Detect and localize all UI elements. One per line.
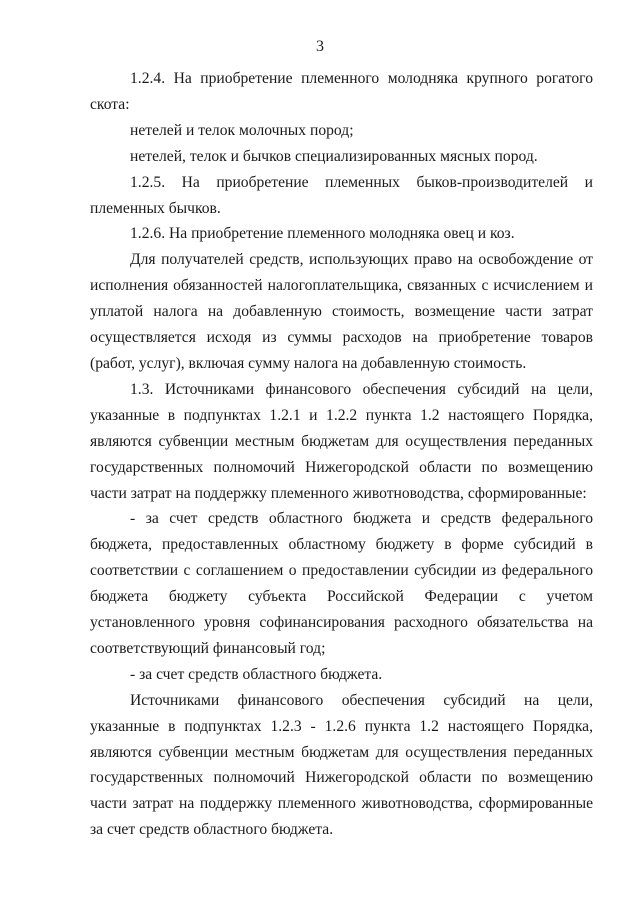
paragraph-1-2-6: 1.2.6. На приобретение племенного молодняка овец и коз. <box>130 225 515 243</box>
document-body <box>90 66 593 843</box>
paragraph-1-2-5: 1.2.5. На приобретение племенных быков-производителей и племенных бычков. <box>90 173 593 217</box>
page-number: 3 <box>316 38 324 55</box>
paragraph-regional-funds: - за счет средств областного бюджета. <box>130 665 383 683</box>
paragraph-beef-heifers: нетелей, телок и бычков специализированных мясных пород. <box>130 147 538 165</box>
paragraph-funding-sources: Источниками финансового обеспечения субсидий на цели, указанные в подпунктах 1.2.3 - 1.2.6 пункта 1.2 настоящего Порядка, являются субвенции местным бюджетам для осуществления переданных государственных полномочий Нижегородской области по возмещению части затрат на поддержку племенного животноводства, сформированные за счет средств областного бюджета. <box>90 691 593 839</box>
paragraph-dairy-heifers: нетелей и телок молочных пород; <box>130 121 354 139</box>
paragraph-1-2-4: 1.2.4. На приобретение племенного молодняка крупного рогатого скота: <box>90 70 593 113</box>
paragraph-1-3: 1.3. Источниками финансового обеспечения субсидий на цели, указанные в подпунктах 1.2.1 и 1.2.2 пункта 1.2 настоящего Порядка, являются субвенции местным бюджетам для осуществления переданных государственных полномочий Нижегородской области по возмещению части затрат на поддержку племенного животноводства, сформированные: <box>90 380 593 502</box>
paragraph-federal-funds: - за счет средств областного бюджета и средств федерального бюджета, предоставленных областному бюджету в форме субсидий в соответствии с соглашением о предоставлении субсидии из федерального бюджета бюджету субъекта Российской Федерации с учетом установленного уровня софинансирования расходного обязательства на соответствующий финансовый год; <box>90 510 593 657</box>
paragraph-vat-exemption: Для получателей средств, использующих право на освобождение от исполнения обязанностей налогоплательщика, связанных с исчислением и уплатой налога на добавленную стоимость, возмещение части затрат осуществляется исходя из суммы расходов на приобретение товаров (работ, услуг), включая сумму налога на добавленную стоимость. <box>90 251 593 372</box>
